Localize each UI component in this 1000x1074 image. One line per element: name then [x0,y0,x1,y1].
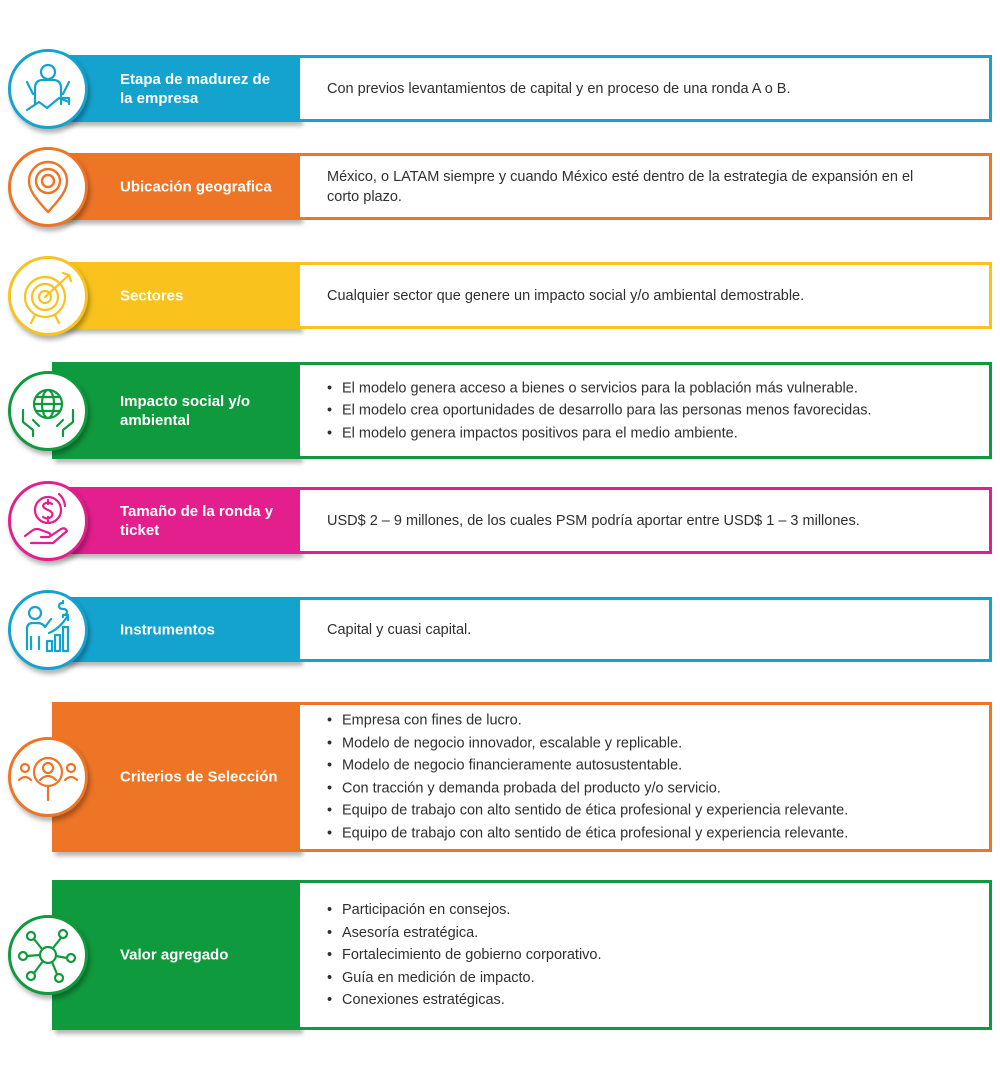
row-description: México, o LATAM siempre y cuando México esté dentro de la estrategia de expansión en el corto plazo. [327,168,914,205]
row-description-box [300,597,992,662]
location-pin-icon [8,147,88,227]
row-label-block [52,880,300,1030]
criteria-row-sectores [0,262,1000,329]
criteria-row-impacto [0,362,1000,459]
bullet-item: • El modelo genera acceso a bienes o servicios para la población más vulnerable. [327,377,929,400]
row-label: Etapa de madurez de la empresa [120,70,271,107]
network-nodes-icon [8,915,88,995]
criteria-row-etapa [0,55,1000,122]
row-description: Cualquier sector que genere un impacto social y/o ambiental demostrable. [327,287,805,304]
row-description-box [300,880,992,1030]
row-label: Valor agregado [120,946,229,964]
bullet-item: • Modelo de negocio innovador, escalable y replicable. [327,732,929,755]
row-description: USD$ 2 – 9 millones, de los cuales PSM podría aportar entre USD$ 1 – 3 millones. [327,512,860,529]
row-description: Capital y cuasi capital. [327,621,472,638]
bullet-item: • Con tracción y demanda probada del producto y/o servicio. [327,777,929,800]
bullet-item: • Asesoría estratégica. [327,921,929,944]
row-description-box [300,153,992,220]
row-label-block [52,262,300,329]
row-label: Sectores [120,287,184,304]
row-description-box [300,362,992,459]
bullet-list [327,710,929,845]
row-label: Ubicación geografica [120,178,272,195]
criteria-row-valor [0,880,1000,1030]
target-arrow-icon [8,256,88,336]
row-description-box [300,487,992,554]
criteria-row-instrumentos [0,597,1000,662]
criteria-row-criterios [0,702,1000,852]
dollar-hand-icon [8,481,88,561]
bullet-item: • Equipo de trabajo con alto sentido de ética profesional y experiencia relevante. [327,800,929,823]
criteria-row-tamano [0,487,1000,554]
row-description-box [300,55,992,122]
row-label-block [52,597,300,662]
bullet-item: • Guía en medición de impacto. [327,966,929,989]
investor-chart-icon [8,590,88,670]
row-description: Con previos levantamientos de capital y en proceso de una ronda A o B. [327,80,791,97]
bullet-item: • Participación en consejos. [327,899,929,922]
bullet-item: • El modelo crea oportunidades de desarrollo para las personas menos favorecidas. [327,399,929,422]
row-label-block [52,55,300,122]
row-label: Tamaño de la ronda y ticket [120,502,274,539]
bullet-item: • Conexiones estratégicas. [327,989,929,1012]
bullet-item: • Fortalecimiento de gobierno corporativo. [327,944,929,967]
growth-person-icon [8,49,88,129]
row-description-box [300,262,992,329]
criteria-row-ubicacion [0,153,1000,220]
row-label-block [52,153,300,220]
bullet-item: • Empresa con fines de lucro. [327,710,929,733]
bullet-list [327,899,929,1012]
bullet-item: • Modelo de negocio financieramente autosustentable. [327,755,929,778]
globe-hands-icon [8,371,88,451]
row-label-block [52,487,300,554]
people-search-icon [8,737,88,817]
row-label-block [52,362,300,459]
row-label: Criterios de Selección [120,768,278,786]
row-description-box [300,702,992,852]
row-label: Instrumentos [120,621,216,638]
bullet-list [327,377,929,445]
bullet-item: • Equipo de trabajo con alto sentido de ética profesional y experiencia relevante. [327,822,929,845]
row-label-block [52,702,300,852]
row-label: Impacto social y/o ambiental [120,392,251,429]
bullet-item: • El modelo genera impactos positivos para el medio ambiente. [327,422,929,445]
